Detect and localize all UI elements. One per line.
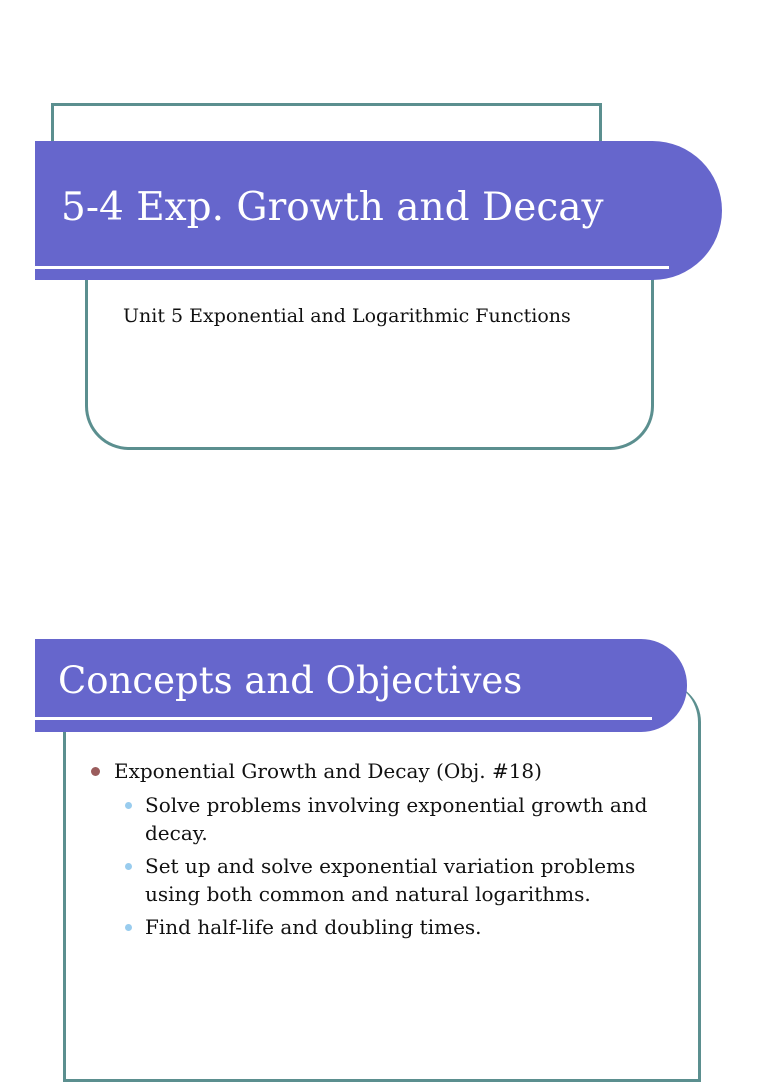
sub-bullet-item (145, 913, 650, 941)
sub-bullet-dot-icon (125, 924, 132, 931)
title-underline (35, 717, 652, 720)
sub-bullet-dot-icon (125, 802, 132, 809)
title-slide (0, 0, 768, 512)
objectives-slide (0, 512, 768, 1024)
sub-bullet-text: Solve problems involving exponential growth and decay. (145, 793, 648, 845)
sub-bullet-item (145, 791, 650, 847)
bullet-list (90, 757, 650, 946)
sub-bullet-text: Set up and solve exponential variation problems using both common and natural logarithms. (145, 854, 636, 906)
slide-subtitle: Unit 5 Exponential and Logarithmic Functions (123, 305, 571, 327)
sub-bullet-list (90, 791, 650, 941)
title-underline (35, 266, 669, 269)
slide-title: Concepts and Objectives (58, 659, 523, 702)
bullet-item (90, 757, 650, 785)
sub-bullet-item (145, 852, 650, 908)
slide-frame-bottom (85, 270, 654, 450)
bullet-dot-icon (91, 767, 100, 776)
slide-title: 5-4 Exp. Growth and Decay (61, 185, 604, 230)
title-banner (35, 639, 687, 732)
title-banner (35, 141, 722, 280)
bullet-text: Exponential Growth and Decay (Obj. #18) (114, 759, 542, 783)
sub-bullet-text: Find half-life and doubling times. (145, 915, 482, 939)
sub-bullet-dot-icon (125, 863, 132, 870)
